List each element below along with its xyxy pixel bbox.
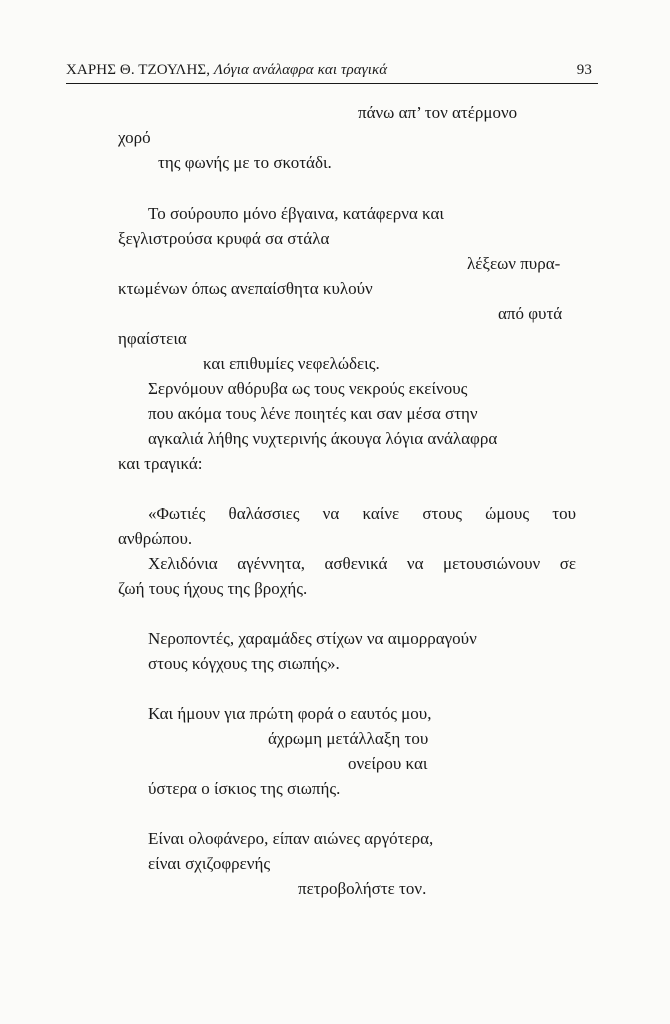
- header-author: ΧΑΡΗΣ Θ. ΤΖΟΥΛΗΣ,: [66, 62, 211, 78]
- poem-line: χορό: [118, 128, 151, 147]
- poem-line: ονείρου και: [348, 754, 428, 773]
- poem-line: και τραγικά:: [118, 454, 203, 473]
- poem-line: Χελιδόνια αγέννητα, ασθενικά να μετουσιώνουν σε: [148, 554, 576, 573]
- poem-line: Νεροποντές, χαραμάδες στίχων να αιμορραγούν: [148, 629, 477, 648]
- poem-line: Το σούρουπο μόνο έβγαινα, κατάφερνα και: [148, 204, 444, 223]
- poem-line: Σερνόμουν αθόρυβα ως τους νεκρούς εκείνους: [148, 379, 468, 398]
- header-title: Λόγια ανάλαφρα και τραγικά: [213, 62, 388, 78]
- poem-line: ζωή τους ήχους της βροχής.: [118, 579, 308, 598]
- poem-line: πετροβολήστε τον.: [298, 879, 427, 898]
- poem-line: Και ήμουν για πρώτη φορά ο εαυτός μου,: [148, 704, 432, 723]
- page-number: 93: [576, 62, 592, 78]
- poem-line: ύστερα ο ίσκιος της σιωπής.: [148, 779, 341, 798]
- poem-line: άχρωμη μετάλλαξη του: [268, 729, 429, 748]
- poem-line: ξεγλιστρούσα κρυφά σα στάλα: [118, 229, 330, 248]
- poem-line: και επιθυμίες νεφελώδεις.: [203, 354, 380, 373]
- poem-line: λέξεων πυρα-: [467, 254, 561, 273]
- poem-line: πάνω απ’ τον ατέρμονο: [358, 103, 518, 122]
- poem-line: κτωμένων όπως ανεπαίσθητα κυλούν: [118, 279, 373, 298]
- poem-line: από φυτά: [498, 304, 563, 323]
- poem-line: είναι σχιζοφρενής: [148, 854, 271, 873]
- poem-line: ανθρώπου.: [118, 529, 193, 548]
- poem-line: ηφαίστεια: [118, 329, 187, 348]
- poem-line: που ακόμα τους λένε ποιητές και σαν μέσα στην: [148, 404, 478, 423]
- poem-line: στους κόγχους της σιωπής».: [148, 654, 340, 673]
- poem-line: Είναι ολοφάνερο, είπαν αιώνες αργότερα,: [148, 829, 434, 848]
- poem-line: της φωνής με το σκοτάδι.: [158, 153, 332, 172]
- poem-line: αγκαλιά λήθης νυχτερινής άκουγα λόγια ανάλαφρα: [148, 429, 498, 448]
- poem-line: «Φωτιές θαλάσσιες να καίνε στους ώμους του: [148, 504, 576, 523]
